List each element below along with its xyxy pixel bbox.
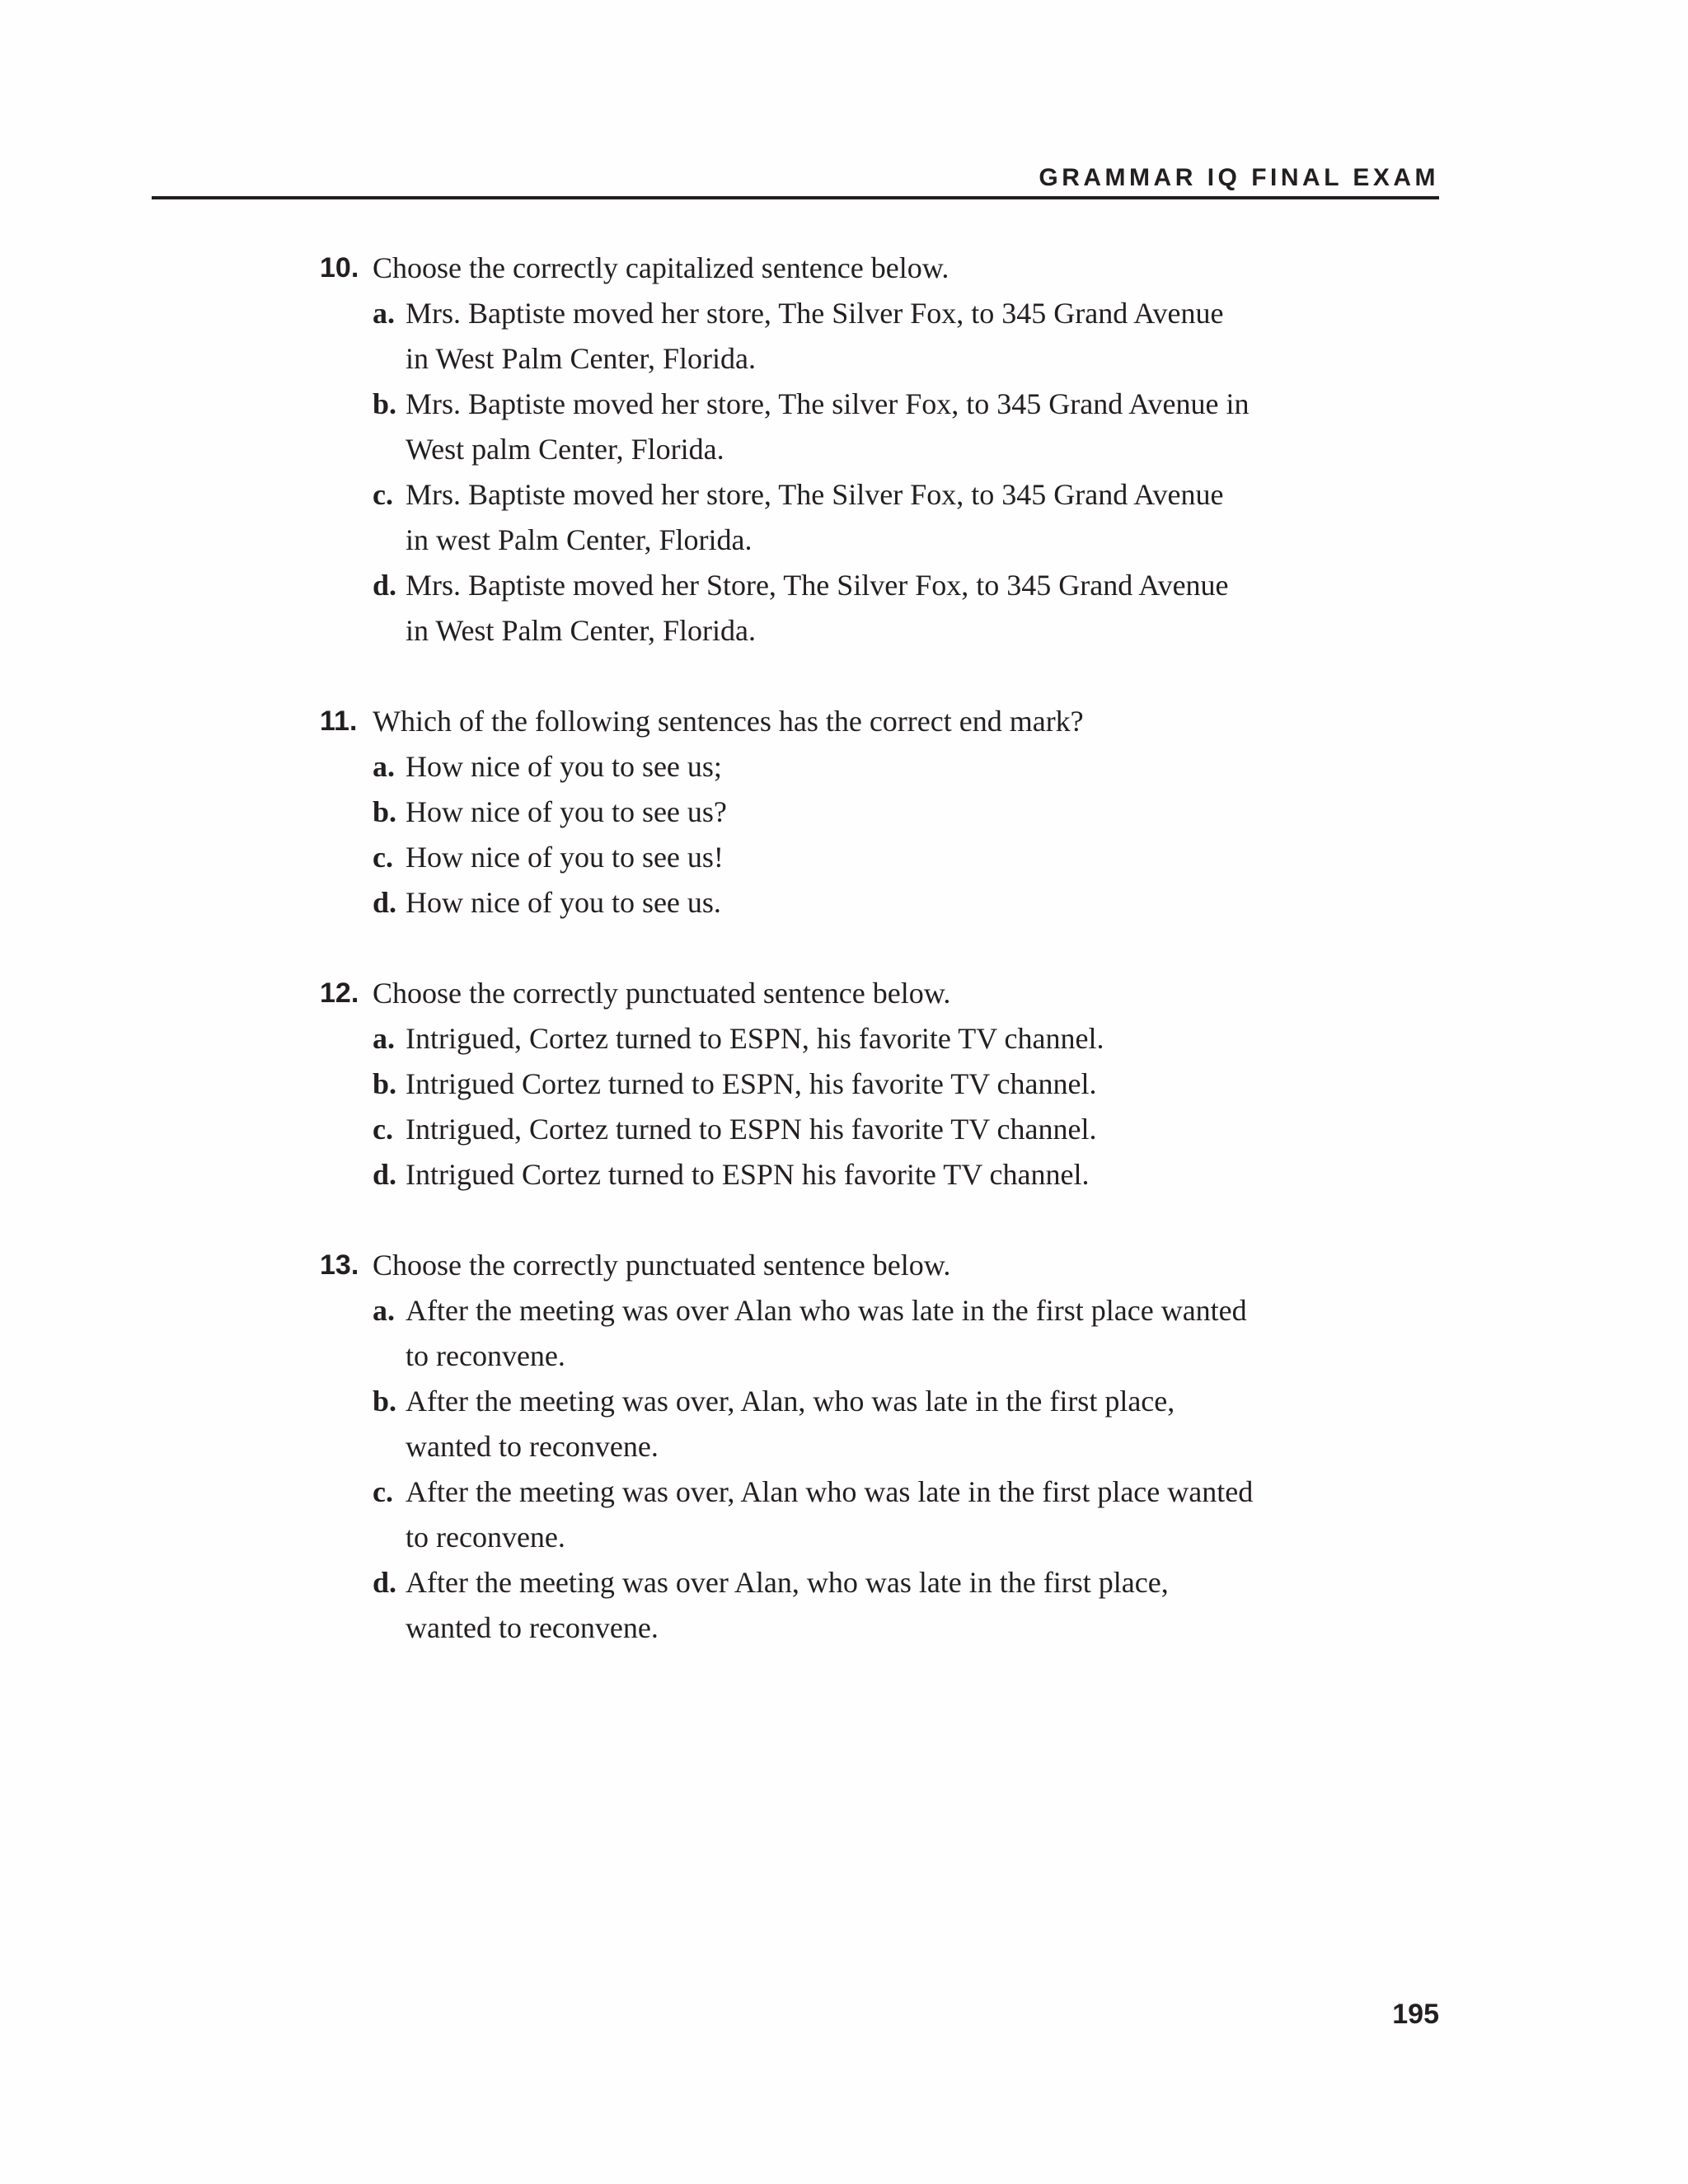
choice-letter: b.: [373, 387, 397, 420]
page-number: 195: [1392, 1999, 1439, 2030]
answer-choice-c: [320, 1107, 1292, 1152]
choice-letter: b.: [373, 1385, 397, 1418]
choice-text-line: Intrigued, Cortez turned to ESPN his favorite TV channel.: [406, 1113, 1097, 1146]
question-number: 11.: [320, 705, 358, 737]
choice-text-line: Mrs. Baptiste moved her Store, The Silver Fox, to 345 Grand Avenue: [406, 569, 1229, 602]
answer-choice-b: [320, 1062, 1292, 1107]
choice-letter: d.: [373, 569, 397, 602]
choice-text-line: Mrs. Baptiste moved her store, The silver Fox, to 345 Grand Avenue in: [406, 387, 1250, 420]
choice-text-line: After the meeting was over, Alan, who was late in the first place,: [406, 1385, 1175, 1418]
question-prompt-row: [320, 1243, 1292, 1288]
question-number: 13.: [320, 1249, 359, 1281]
question-11: [320, 699, 1292, 926]
answer-choice-b: [320, 1379, 1292, 1469]
choice-text-line: wanted to reconvene.: [406, 1611, 659, 1644]
question-prompt-row: [320, 699, 1292, 744]
question-number: 10.: [320, 252, 359, 284]
answer-choice-c: [320, 1469, 1292, 1560]
choice-text-line: wanted to reconvene.: [406, 1430, 659, 1463]
answer-choice-a: [320, 1016, 1292, 1062]
choice-letter: d.: [373, 1566, 397, 1599]
choice-text-line: in West Palm Center, Florida.: [406, 342, 756, 375]
question-prompt-row: [320, 971, 1292, 1016]
choice-letter: a.: [373, 1022, 395, 1055]
choice-text-line: Intrigued Cortez turned to ESPN his favorite TV channel.: [406, 1158, 1090, 1191]
choice-text-line: After the meeting was over, Alan who was late in the first place wanted: [406, 1475, 1254, 1508]
choice-letter: b.: [373, 795, 397, 828]
choice-letter: c.: [373, 841, 393, 874]
question-10: [320, 246, 1292, 654]
choice-text-line: Intrigued, Cortez turned to ESPN, his favorite TV channel.: [406, 1022, 1104, 1055]
question-number: 12.: [320, 977, 359, 1009]
answer-choice-c: [320, 472, 1292, 563]
answer-choice-b: [320, 790, 1292, 835]
answer-choice-a: [320, 744, 1292, 790]
choice-letter: a.: [373, 750, 395, 783]
question-prompt: Which of the following sentences has the correct end mark?: [373, 705, 1084, 738]
choice-letter: d.: [373, 886, 397, 919]
header-rule: [152, 196, 1439, 199]
question-list: [320, 246, 1292, 1696]
choice-text-line: How nice of you to see us.: [406, 886, 721, 919]
question-prompt: Choose the correctly capitalized sentence below.: [373, 251, 950, 284]
answer-choice-b: [320, 382, 1292, 472]
answer-choice-a: [320, 291, 1292, 382]
choice-text-line: in West Palm Center, Florida.: [406, 614, 756, 647]
answer-choice-d: [320, 563, 1292, 654]
answer-choice-a: [320, 1288, 1292, 1379]
answer-choice-c: [320, 835, 1292, 880]
choice-text-line: Mrs. Baptiste moved her store, The Silver Fox, to 345 Grand Avenue: [406, 297, 1224, 330]
choice-letter: a.: [373, 1294, 395, 1327]
running-header-title: GRAMMAR IQ FINAL EXAM: [1039, 164, 1439, 191]
choice-letter: c.: [373, 1113, 393, 1146]
choice-text-line: in west Palm Center, Florida.: [406, 523, 753, 556]
choice-text-line: How nice of you to see us!: [406, 841, 724, 874]
choice-text-line: How nice of you to see us;: [406, 750, 722, 783]
question-prompt-row: [320, 246, 1292, 291]
answer-choice-d: [320, 880, 1292, 926]
answer-choice-d: [320, 1152, 1292, 1197]
choice-text-line: Intrigued Cortez turned to ESPN, his favorite TV channel.: [406, 1067, 1097, 1100]
choice-text-line: After the meeting was over Alan, who was late in the first place,: [406, 1566, 1169, 1599]
question-13: [320, 1243, 1292, 1651]
answer-choice-d: [320, 1560, 1292, 1651]
choice-text-line: After the meeting was over Alan who was late in the first place wanted: [406, 1294, 1247, 1327]
question-12: [320, 971, 1292, 1197]
choice-text-line: to reconvene.: [406, 1339, 565, 1372]
choice-letter: d.: [373, 1158, 397, 1191]
choice-text-line: How nice of you to see us?: [406, 795, 727, 828]
choice-text-line: Mrs. Baptiste moved her store, The Silver Fox, to 345 Grand Avenue: [406, 478, 1224, 511]
choice-letter: c.: [373, 1475, 393, 1508]
question-prompt: Choose the correctly punctuated sentence below.: [373, 977, 951, 1010]
choice-letter: c.: [373, 478, 393, 511]
choice-text-line: to reconvene.: [406, 1521, 565, 1554]
choice-text-line: West palm Center, Florida.: [406, 433, 724, 466]
question-prompt: Choose the correctly punctuated sentence below.: [373, 1249, 951, 1282]
choice-letter: a.: [373, 297, 395, 330]
choice-letter: b.: [373, 1067, 397, 1100]
